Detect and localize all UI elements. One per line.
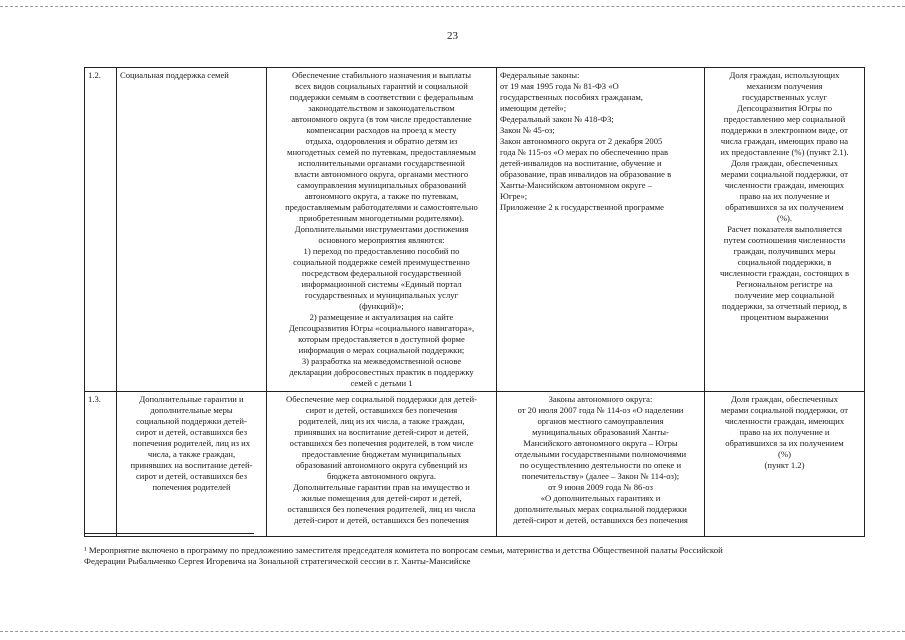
text-line: Расчет показателя выполняется [727, 224, 842, 234]
text-line: числа, а также граждан, [147, 449, 236, 459]
indicator-cell [705, 68, 865, 392]
text-line: компенсации расходов на проезд к месту [306, 125, 457, 135]
text-line: исполнительными органами государственной [298, 158, 465, 168]
legal-basis-cell [497, 68, 705, 392]
text-line: Региональном регистре на [736, 279, 833, 289]
text-line: которым предоставляется в доступной форме [298, 334, 465, 344]
text-line: Федерации Рыбальченко Сергея Игоревича на Зональной стратегической сессии в г. Ханты-Мансийске [84, 556, 471, 566]
text-line: Федеральные законы: [500, 70, 580, 80]
text-line: приобретенным многодетными родителями). [299, 213, 464, 223]
text-line: автономного округа (в том числе предоставление [291, 114, 472, 124]
text-line: сирот и детей, оставшихся без попечения [305, 405, 458, 415]
text-line: Обеспечение стабильного назначения и выплаты [291, 70, 472, 80]
text-line: их предоставление (%) (пункт 2.1). [720, 147, 849, 157]
text-line: социальной поддержки, в [737, 257, 832, 267]
text-line: Дополнительными инструментами достижения [294, 224, 469, 234]
text-line: по осуществлению деятельности по опеке и [519, 460, 682, 470]
text-line: информация о мерах социальной поддержки; [298, 345, 465, 355]
text-line: декларации добросовестных практик в поддержку [289, 367, 474, 377]
table-row [85, 392, 865, 537]
text-line: детей-сирот и детей, оставшихся без попечения [294, 515, 469, 525]
text-line: государственных пособиях гражданам, [500, 92, 643, 102]
text-line: попечения родителей [152, 482, 231, 492]
text-line: социальной поддержке семей преимущественно [293, 257, 470, 267]
text-line: Закон автономного округа от 2 декабря 2005 [500, 136, 663, 146]
text-line: оставшихся без попечения родителей, в том числе [289, 438, 474, 448]
text-line: 2) размещение и актуализация на сайте [309, 312, 454, 322]
text-line: поддержки семьям в соответствии с федеральным [289, 92, 474, 102]
measure-description-cell [267, 392, 497, 537]
text-line: попечения родителей, лиц из их [132, 438, 251, 448]
text-line: (%) [778, 449, 791, 459]
text-line: информационной системы «Единый портал [301, 279, 462, 289]
text-line: родителей, лиц из их числа, а также граждан, [298, 416, 465, 426]
legal-basis-cell [497, 392, 705, 537]
text-line: Дополнительные гарантии и [139, 394, 244, 404]
text-line: процентном выражении [740, 312, 829, 322]
scan-edge-top [0, 6, 905, 7]
page-number: 23 [447, 30, 458, 42]
text-line: дополнительных мерах социальной поддержки [514, 504, 687, 514]
text-line: численности граждан, имеющих [724, 180, 845, 190]
text-line: детей-сирот и детей, оставшихся без попечения [513, 515, 688, 525]
text-line: Мансийского автономного округа – Югры [523, 438, 678, 448]
text-line: граждан, получивших меры [733, 246, 836, 256]
text-line: органов местного самоуправления [537, 416, 664, 426]
text-line: принявших на воспитание детей- [130, 460, 253, 470]
footnote-separator [84, 533, 254, 534]
text-line: государственных и муниципальных услуг [304, 290, 459, 300]
text-line: семей с детьми 1 [350, 378, 413, 388]
text-line: обратившихся за их получением [725, 202, 844, 212]
text-line: право на их получение и [739, 191, 830, 201]
text-line: сирот и детей, оставшихся без [135, 471, 247, 481]
text-line: Доля граждан, использующих [729, 70, 840, 80]
text-line: 3) разработка на межведомственной основе [301, 356, 462, 366]
text-line: Социальная поддержка семей [120, 70, 229, 80]
text-line: принявших на воспитание детей-сирот и детей, [294, 427, 469, 437]
text-line: численности граждан, имеющих [724, 416, 845, 426]
text-line: Ханты-Мансийском автономном округе – [500, 180, 653, 190]
text-line: числа граждан, имеющих право на [720, 136, 849, 146]
text-line: многодетных семей по путевкам, предоставляемым [287, 147, 476, 157]
text-line: поддержки, за отчетный период, в [722, 301, 847, 311]
indicator-cell [705, 392, 865, 537]
text-line: самоуправления муниципальных образований [296, 180, 467, 190]
text-line: попечительству» (далее – Закон № 114-оз); [521, 471, 680, 481]
text-line: Югре»; [500, 191, 528, 201]
text-line: власти автономного округа, органами местного [294, 169, 469, 179]
text-line: детей-инвалидов на воспитание, обучение и [500, 158, 662, 168]
scan-edge-bottom [0, 631, 905, 632]
text-line: имеющим детей»; [500, 103, 567, 113]
text-line: от 9 июня 2009 года № 86-оз [548, 482, 653, 492]
text-line: отдельными государственными полномочиями [514, 449, 687, 459]
footnote [84, 545, 824, 567]
text-line: жилые помещения для детей-сирот и детей, [301, 493, 462, 503]
text-line: 1) переход по предоставлению пособий по [303, 246, 460, 256]
text-line: Доля граждан, обеспеченных [730, 158, 839, 168]
text-line: сирот и детей, оставшихся без [135, 427, 247, 437]
text-line: от 19 мая 1995 года № 81-ФЗ «О [500, 81, 619, 91]
text-line: социальной поддержки детей- [136, 416, 247, 426]
text-line: (%). [776, 213, 793, 223]
text-line: поддержки в электронном виде, от [721, 125, 848, 135]
text-line: года № 115-оз «О мерах по обеспечению прав [500, 147, 669, 157]
text-line: (пункт 1.2) [764, 460, 805, 470]
text-line: от 20 июля 2007 года № 114-оз «О наделении [517, 405, 684, 415]
text-line: Законы автономного округа: [548, 394, 653, 404]
text-line: право на их получение и [739, 427, 830, 437]
table-row [85, 68, 865, 392]
text-line: получение мер социальной [734, 290, 835, 300]
text-line: Приложение 2 к государственной программе [500, 202, 664, 212]
text-line: бюджета автономного округа. [326, 471, 437, 481]
text-line: Дополнительные гарантии прав на имущество и [293, 482, 470, 492]
text-line: Доля граждан, обеспеченных [730, 394, 839, 404]
row-number: 1.3. [85, 392, 117, 537]
text-line: предоставлению мер социальной [723, 114, 846, 124]
text-line: обратившихся за их получением [725, 438, 844, 448]
text-line: механизм получения [746, 81, 823, 91]
text-line: оставшихся без попечения родителей, лиц из числа [287, 504, 476, 514]
text-line: Депсоцразвития Югры «социального навигатора», [288, 323, 475, 333]
text-line: образование, прав инвалидов на образование в [500, 169, 672, 179]
text-line: образований автономного округа субвенций из [295, 460, 468, 470]
text-line: Обеспечение мер социальной поддержки для детей- [286, 394, 477, 404]
text-line: «О дополнительных гарантиях и [540, 493, 661, 503]
text-line: (функций)»; [359, 301, 404, 311]
measure-description-cell [267, 68, 497, 392]
text-line: Закон № 45-оз; [500, 125, 555, 135]
row-number: 1.2. [85, 68, 117, 392]
measure-name-cell [117, 392, 267, 537]
text-line: Депсоцразвития Югры по [736, 103, 833, 113]
text-line: основного мероприятия являются: [318, 235, 445, 245]
text-line: государственных услуг [742, 92, 827, 102]
text-line: муниципальных образований Ханты- [532, 427, 669, 437]
text-line: путем соотношения численности [723, 235, 846, 245]
program-table [84, 67, 865, 537]
text-line: мерами социальной поддержки, от [720, 169, 849, 179]
text-line: численности граждан, состоящих в [719, 268, 850, 278]
text-line: законодательством и законодательством [308, 103, 455, 113]
text-line: предоставление бюджетам муниципальных [301, 449, 462, 459]
text-line: посредством федеральной государственной [301, 268, 462, 278]
text-line: ¹ Мероприятие включено в программу по предложению заместителя председателя комитета по вопросам семьи, материнства и детства Общественной палаты Российской [84, 545, 723, 555]
measure-name-cell [117, 68, 267, 392]
text-line: отдыха, оздоровления и обратно детям из [305, 136, 458, 146]
text-line: всех видов социальных гарантий и социальной [295, 81, 468, 91]
text-line: мерами социальной поддержки, от [720, 405, 849, 415]
text-line: Федеральный закон № 418-ФЗ; [500, 114, 614, 124]
text-line: дополнительные меры [150, 405, 233, 415]
text-line: автономного округа, а также по путевкам, [304, 191, 459, 201]
text-line: предоставляемым работодателями и самостоятельно [285, 202, 478, 212]
